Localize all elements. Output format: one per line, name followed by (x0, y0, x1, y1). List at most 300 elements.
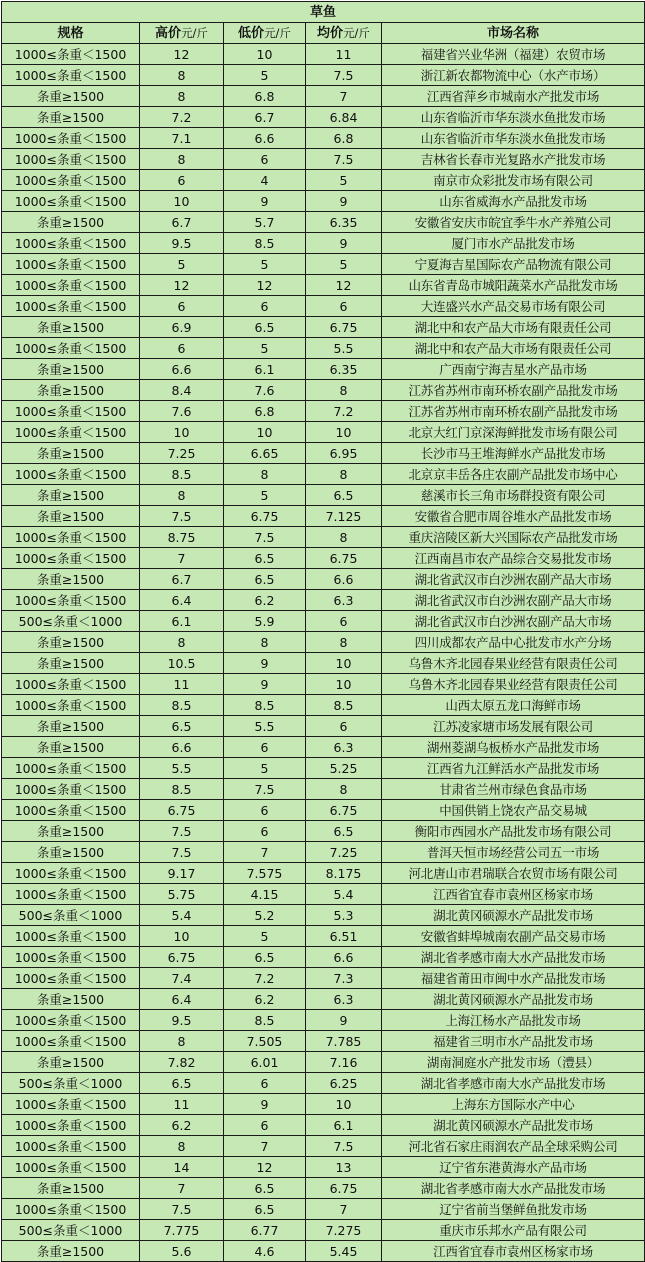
cell-high: 6 (140, 338, 224, 359)
cell-avg: 5 (306, 170, 382, 191)
cell-avg: 10 (306, 1094, 382, 1115)
cell-spec: 1000≤条重＜1500 (2, 275, 140, 296)
cell-avg: 6.51 (306, 926, 382, 947)
cell-spec: 条重≥1500 (2, 443, 140, 464)
cell-high: 7.5 (140, 821, 224, 842)
cell-market: 山东省临沂市华东淡水鱼批发市场 (382, 128, 645, 149)
cell-low: 7.505 (224, 1031, 306, 1052)
table-row (2, 254, 645, 275)
cell-high: 6.4 (140, 989, 224, 1010)
cell-low: 6.6 (224, 128, 306, 149)
cell-high: 10 (140, 422, 224, 443)
cell-low: 9 (224, 674, 306, 695)
cell-high: 10.5 (140, 653, 224, 674)
cell-avg: 10 (306, 422, 382, 443)
cell-market: 辽宁省前当堡鲜鱼批发市场 (382, 1199, 645, 1220)
cell-spec: 条重≥1500 (2, 632, 140, 653)
cell-low: 6.2 (224, 590, 306, 611)
cell-low: 8 (224, 632, 306, 653)
cell-spec: 条重≥1500 (2, 1052, 140, 1073)
cell-spec: 条重≥1500 (2, 1178, 140, 1199)
cell-spec: 1000≤条重＜1500 (2, 401, 140, 422)
table-row (2, 401, 645, 422)
cell-market: 衡阳市西园水产品批发市场有限公司 (382, 821, 645, 842)
table-row (2, 1010, 645, 1031)
table-row (2, 926, 645, 947)
cell-spec: 条重≥1500 (2, 716, 140, 737)
header-low (224, 23, 306, 44)
cell-high: 8.5 (140, 695, 224, 716)
cell-low: 7 (224, 1136, 306, 1157)
table-row (2, 422, 645, 443)
cell-low: 6.75 (224, 506, 306, 527)
cell-low: 5.2 (224, 905, 306, 926)
cell-market: 江西省宜春市袁州区杨家市场 (382, 884, 645, 905)
cell-high: 6.2 (140, 1115, 224, 1136)
cell-high: 5.4 (140, 905, 224, 926)
cell-low: 6.5 (224, 569, 306, 590)
cell-low: 6.65 (224, 443, 306, 464)
cell-avg: 6.3 (306, 737, 382, 758)
cell-avg: 13 (306, 1157, 382, 1178)
table-row (2, 65, 645, 86)
cell-high: 6.75 (140, 947, 224, 968)
cell-low: 7.6 (224, 380, 306, 401)
table-row (2, 779, 645, 800)
cell-avg: 8 (306, 779, 382, 800)
table-row (2, 1031, 645, 1052)
table-row (2, 758, 645, 779)
cell-avg: 6.95 (306, 443, 382, 464)
cell-market: 安徽省蚌埠城南农副产品交易市场 (382, 926, 645, 947)
table-row (2, 674, 645, 695)
cell-low: 5.9 (224, 611, 306, 632)
table-row (2, 527, 645, 548)
cell-spec: 1000≤条重＜1500 (2, 674, 140, 695)
cell-spec: 条重≥1500 (2, 212, 140, 233)
table-row (2, 821, 645, 842)
cell-market: 江西省萍乡市城南水产批发市场 (382, 86, 645, 107)
cell-spec: 1000≤条重＜1500 (2, 1115, 140, 1136)
table-row (2, 149, 645, 170)
cell-low: 8.5 (224, 695, 306, 716)
cell-spec: 500≤条重＜1000 (2, 905, 140, 926)
cell-spec: 1000≤条重＜1500 (2, 1199, 140, 1220)
cell-spec: 1000≤条重＜1500 (2, 1010, 140, 1031)
table-row (2, 44, 645, 65)
cell-market: 福建省三明市水产品批发市场 (382, 1031, 645, 1052)
table-row (2, 128, 645, 149)
cell-low: 5 (224, 338, 306, 359)
cell-spec: 条重≥1500 (2, 485, 140, 506)
cell-spec: 1000≤条重＜1500 (2, 233, 140, 254)
cell-low: 6.01 (224, 1052, 306, 1073)
cell-low: 5 (224, 254, 306, 275)
table-row (2, 989, 645, 1010)
cell-spec: 1000≤条重＜1500 (2, 149, 140, 170)
cell-market: 山东省青岛市城阳蔬菜水产品批发市场 (382, 275, 645, 296)
cell-low: 6.7 (224, 107, 306, 128)
cell-spec: 条重≥1500 (2, 737, 140, 758)
cell-low: 7.2 (224, 968, 306, 989)
table-row (2, 338, 645, 359)
cell-spec: 条重≥1500 (2, 380, 140, 401)
table-row (2, 107, 645, 128)
cell-market: 大连盛兴水产品交易市场有限公司 (382, 296, 645, 317)
cell-high: 6.75 (140, 800, 224, 821)
cell-market: 湖北黄冈硕源水产品批发市场 (382, 905, 645, 926)
cell-low: 6 (224, 800, 306, 821)
cell-low: 6 (224, 1115, 306, 1136)
cell-high: 6.6 (140, 359, 224, 380)
cell-high: 7.82 (140, 1052, 224, 1073)
cell-spec: 条重≥1500 (2, 86, 140, 107)
cell-high: 7.5 (140, 506, 224, 527)
cell-high: 8 (140, 632, 224, 653)
cell-low: 6.77 (224, 1220, 306, 1241)
cell-low: 9 (224, 191, 306, 212)
cell-avg: 6.75 (306, 317, 382, 338)
cell-spec: 1000≤条重＜1500 (2, 695, 140, 716)
cell-low: 8.5 (224, 1010, 306, 1031)
cell-market: 湖北黄冈硕源水产品批发市场 (382, 989, 645, 1010)
cell-avg: 9 (306, 233, 382, 254)
cell-low: 6 (224, 1073, 306, 1094)
cell-high: 8 (140, 1031, 224, 1052)
cell-market: 湖州菱湖乌板桥水产品批发市场 (382, 737, 645, 758)
cell-low: 5.5 (224, 716, 306, 737)
cell-high: 7.775 (140, 1220, 224, 1241)
cell-market: 上海江杨水产品批发市场 (382, 1010, 645, 1031)
table-row (2, 170, 645, 191)
table-row (2, 590, 645, 611)
header-spec: 规格 (2, 23, 140, 44)
cell-high: 8.5 (140, 779, 224, 800)
cell-high: 7.5 (140, 1199, 224, 1220)
cell-avg: 7.2 (306, 401, 382, 422)
cell-market: 江苏凌家塘市场发展有限公司 (382, 716, 645, 737)
table-row (2, 569, 645, 590)
cell-market: 南京市众彩批发市场有限公司 (382, 170, 645, 191)
cell-avg: 7.275 (306, 1220, 382, 1241)
cell-high: 7.25 (140, 443, 224, 464)
cell-spec: 条重≥1500 (2, 317, 140, 338)
cell-low: 6 (224, 737, 306, 758)
cell-market: 湖北省孝感市南大水产品批发市场 (382, 947, 645, 968)
cell-avg: 8 (306, 632, 382, 653)
table-row (2, 212, 645, 233)
cell-low: 9 (224, 653, 306, 674)
table-row (2, 1136, 645, 1157)
cell-low: 5 (224, 926, 306, 947)
cell-spec: 1000≤条重＜1500 (2, 296, 140, 317)
cell-spec: 1000≤条重＜1500 (2, 254, 140, 275)
cell-spec: 1000≤条重＜1500 (2, 464, 140, 485)
cell-spec: 1000≤条重＜1500 (2, 863, 140, 884)
cell-spec: 条重≥1500 (2, 1241, 140, 1262)
cell-market: 山西太原五龙口海鲜市场 (382, 695, 645, 716)
table-row (2, 968, 645, 989)
cell-avg: 6.6 (306, 947, 382, 968)
cell-high: 6.7 (140, 569, 224, 590)
table-row (2, 317, 645, 338)
cell-market: 江苏省苏州市南环桥农副产品批发市场 (382, 380, 645, 401)
cell-low: 6.5 (224, 1178, 306, 1199)
table-row (2, 947, 645, 968)
cell-high: 8.4 (140, 380, 224, 401)
table-row (2, 1073, 645, 1094)
cell-high: 5.5 (140, 758, 224, 779)
table-row (2, 506, 645, 527)
cell-high: 9.5 (140, 1010, 224, 1031)
cell-high: 6.5 (140, 1073, 224, 1094)
cell-avg: 6.75 (306, 800, 382, 821)
header-market: 市场名称 (382, 23, 645, 44)
cell-market: 湖南洞庭水产批发市场（澧县） (382, 1052, 645, 1073)
cell-market: 厦门市水产品批发市场 (382, 233, 645, 254)
price-table (1, 1, 645, 1262)
cell-low: 6.8 (224, 401, 306, 422)
cell-avg: 7.125 (306, 506, 382, 527)
table-row (2, 359, 645, 380)
cell-avg: 6.6 (306, 569, 382, 590)
cell-market: 湖北中和农产品大市场有限责任公司 (382, 317, 645, 338)
cell-market: 普洱天恒市场经营公司五一市场 (382, 842, 645, 863)
cell-avg: 7.785 (306, 1031, 382, 1052)
cell-high: 6 (140, 170, 224, 191)
table-row (2, 1199, 645, 1220)
cell-high: 8 (140, 485, 224, 506)
cell-spec: 条重≥1500 (2, 842, 140, 863)
cell-high: 7.4 (140, 968, 224, 989)
cell-low: 6.2 (224, 989, 306, 1010)
cell-market: 湖北省孝感市南大水产品批发市场 (382, 1073, 645, 1094)
cell-spec: 1000≤条重＜1500 (2, 800, 140, 821)
cell-spec: 1000≤条重＜1500 (2, 44, 140, 65)
cell-avg: 5.3 (306, 905, 382, 926)
cell-market: 宁夏海吉星国际农产品物流有限公司 (382, 254, 645, 275)
cell-low: 12 (224, 275, 306, 296)
cell-market: 湖北省武汉市白沙洲农副产品大市场 (382, 569, 645, 590)
cell-high: 14 (140, 1157, 224, 1178)
cell-high: 12 (140, 44, 224, 65)
cell-avg: 9 (306, 1010, 382, 1031)
cell-market: 福建省兴业华洲（福建）农贸市场 (382, 44, 645, 65)
cell-avg: 5.25 (306, 758, 382, 779)
header-low-label: 低价 (238, 25, 265, 41)
cell-low: 12 (224, 1157, 306, 1178)
table-row (2, 464, 645, 485)
cell-low: 7 (224, 842, 306, 863)
cell-low: 4.6 (224, 1241, 306, 1262)
cell-avg: 8 (306, 380, 382, 401)
cell-high: 6.9 (140, 317, 224, 338)
cell-high: 8 (140, 1136, 224, 1157)
cell-high: 9.5 (140, 233, 224, 254)
header-row (2, 23, 645, 44)
cell-high: 8 (140, 65, 224, 86)
cell-low: 9 (224, 1094, 306, 1115)
table-row (2, 884, 645, 905)
cell-spec: 1000≤条重＜1500 (2, 947, 140, 968)
cell-low: 8.5 (224, 233, 306, 254)
header-low-unit: 元/斤 (264, 25, 291, 40)
cell-high: 7.5 (140, 842, 224, 863)
cell-avg: 7.25 (306, 842, 382, 863)
cell-market: 江西省宜春市袁州区杨家市场 (382, 1241, 645, 1262)
cell-spec: 条重≥1500 (2, 107, 140, 128)
cell-spec: 1000≤条重＜1500 (2, 779, 140, 800)
cell-market: 江西南昌市农产品综合交易批发市场 (382, 548, 645, 569)
table-row (2, 1220, 645, 1241)
table-row (2, 191, 645, 212)
cell-spec: 1000≤条重＜1500 (2, 548, 140, 569)
cell-avg: 10 (306, 674, 382, 695)
cell-avg: 8.5 (306, 695, 382, 716)
cell-market: 山东省临沂市华东淡水鱼批发市场 (382, 107, 645, 128)
cell-low: 7.5 (224, 779, 306, 800)
cell-high: 8.75 (140, 527, 224, 548)
cell-low: 10 (224, 44, 306, 65)
table-row (2, 695, 645, 716)
cell-avg: 8.175 (306, 863, 382, 884)
cell-high: 10 (140, 191, 224, 212)
cell-high: 7.1 (140, 128, 224, 149)
cell-high: 8.5 (140, 464, 224, 485)
cell-low: 6.5 (224, 1199, 306, 1220)
table-row (2, 653, 645, 674)
cell-avg: 7 (306, 1199, 382, 1220)
cell-avg: 11 (306, 44, 382, 65)
cell-market: 河北唐山市君瑞联合农贸市场有限公司 (382, 863, 645, 884)
cell-market: 重庆市乐邦水产品有限公司 (382, 1220, 645, 1241)
cell-market: 江苏省苏州市南环桥农副产品批发市场 (382, 401, 645, 422)
cell-high: 5 (140, 254, 224, 275)
cell-avg: 6.5 (306, 821, 382, 842)
cell-spec: 1000≤条重＜1500 (2, 422, 140, 443)
cell-high: 10 (140, 926, 224, 947)
header-high-label: 高价 (155, 25, 182, 41)
table-row (2, 716, 645, 737)
title-row (2, 2, 645, 23)
cell-avg: 6.35 (306, 212, 382, 233)
cell-low: 7.5 (224, 527, 306, 548)
table-row (2, 905, 645, 926)
cell-spec: 1000≤条重＜1500 (2, 65, 140, 86)
table-row (2, 1178, 645, 1199)
cell-spec: 1000≤条重＜1500 (2, 170, 140, 191)
cell-market: 福建省莆田市闽中水产品批发市场 (382, 968, 645, 989)
cell-market: 湖北省孝感市南大水产品批发市场 (382, 1178, 645, 1199)
cell-spec: 1000≤条重＜1500 (2, 926, 140, 947)
cell-avg: 6.25 (306, 1073, 382, 1094)
cell-high: 9.17 (140, 863, 224, 884)
cell-high: 8 (140, 149, 224, 170)
cell-avg: 12 (306, 275, 382, 296)
cell-high: 6.1 (140, 611, 224, 632)
cell-low: 6 (224, 149, 306, 170)
cell-low: 6.8 (224, 86, 306, 107)
cell-market: 乌鲁木齐北园春果业经营有限责任公司 (382, 674, 645, 695)
cell-spec: 1000≤条重＜1500 (2, 968, 140, 989)
cell-spec: 1000≤条重＜1500 (2, 527, 140, 548)
cell-market: 湖北黄冈硕源水产品批发市场 (382, 1115, 645, 1136)
cell-avg: 5.5 (306, 338, 382, 359)
cell-avg: 5 (306, 254, 382, 275)
cell-low: 4.15 (224, 884, 306, 905)
header-avg (306, 23, 382, 44)
table-row (2, 842, 645, 863)
cell-spec: 1000≤条重＜1500 (2, 338, 140, 359)
cell-market: 长沙市马王堆海鲜水产品批发市场 (382, 443, 645, 464)
cell-spec: 1000≤条重＜1500 (2, 758, 140, 779)
cell-market: 四川成都农产品中心批发市水产分场 (382, 632, 645, 653)
cell-market: 中国供销上饶农产品交易城 (382, 800, 645, 821)
header-high (140, 23, 224, 44)
cell-spec: 1000≤条重＜1500 (2, 590, 140, 611)
cell-spec: 条重≥1500 (2, 506, 140, 527)
cell-low: 6.1 (224, 359, 306, 380)
cell-low: 8 (224, 464, 306, 485)
cell-avg: 7.5 (306, 1136, 382, 1157)
cell-market: 北京京丰岳各庄农副产品批发市场中心 (382, 464, 645, 485)
cell-market: 慈溪市长三角市场群投资有限公司 (382, 485, 645, 506)
cell-market: 甘肃省兰州市绿色食品市场 (382, 779, 645, 800)
cell-avg: 5.45 (306, 1241, 382, 1262)
header-avg-label: 均价 (317, 25, 344, 41)
cell-avg: 6.84 (306, 107, 382, 128)
cell-market: 浙江新农都物流中心（水产市场） (382, 65, 645, 86)
cell-avg: 6.3 (306, 590, 382, 611)
table-row (2, 863, 645, 884)
cell-avg: 5.4 (306, 884, 382, 905)
table-row (2, 800, 645, 821)
cell-avg: 6.5 (306, 485, 382, 506)
cell-market: 湖北省武汉市白沙洲农副产品大市场 (382, 590, 645, 611)
header-avg-unit: 元/斤 (343, 25, 370, 40)
cell-market: 重庆涪陵区新大兴国际农产品批发市场 (382, 527, 645, 548)
cell-low: 5 (224, 65, 306, 86)
table-row (2, 1094, 645, 1115)
table-row (2, 296, 645, 317)
cell-high: 6.4 (140, 590, 224, 611)
table-row (2, 737, 645, 758)
cell-market: 安徽省安庆市皖宜季牛水产养殖公司 (382, 212, 645, 233)
cell-low: 6.5 (224, 548, 306, 569)
table-body (2, 44, 645, 1262)
cell-low: 5.7 (224, 212, 306, 233)
cell-avg: 6.75 (306, 1178, 382, 1199)
cell-high: 6.5 (140, 716, 224, 737)
cell-market: 湖北省武汉市白沙洲农副产品大市场 (382, 611, 645, 632)
cell-spec: 条重≥1500 (2, 653, 140, 674)
table-row (2, 1115, 645, 1136)
cell-high: 6.7 (140, 212, 224, 233)
cell-low: 5 (224, 485, 306, 506)
cell-spec: 条重≥1500 (2, 569, 140, 590)
cell-low: 6.5 (224, 317, 306, 338)
cell-avg: 6 (306, 611, 382, 632)
cell-spec: 1000≤条重＜1500 (2, 1157, 140, 1178)
cell-high: 7 (140, 1178, 224, 1199)
table-row (2, 632, 645, 653)
cell-avg: 6.8 (306, 128, 382, 149)
cell-spec: 500≤条重＜1000 (2, 611, 140, 632)
cell-avg: 7.5 (306, 65, 382, 86)
cell-market: 山东省威海水产品批发市场 (382, 191, 645, 212)
cell-spec: 1000≤条重＜1500 (2, 1094, 140, 1115)
cell-low: 7.575 (224, 863, 306, 884)
